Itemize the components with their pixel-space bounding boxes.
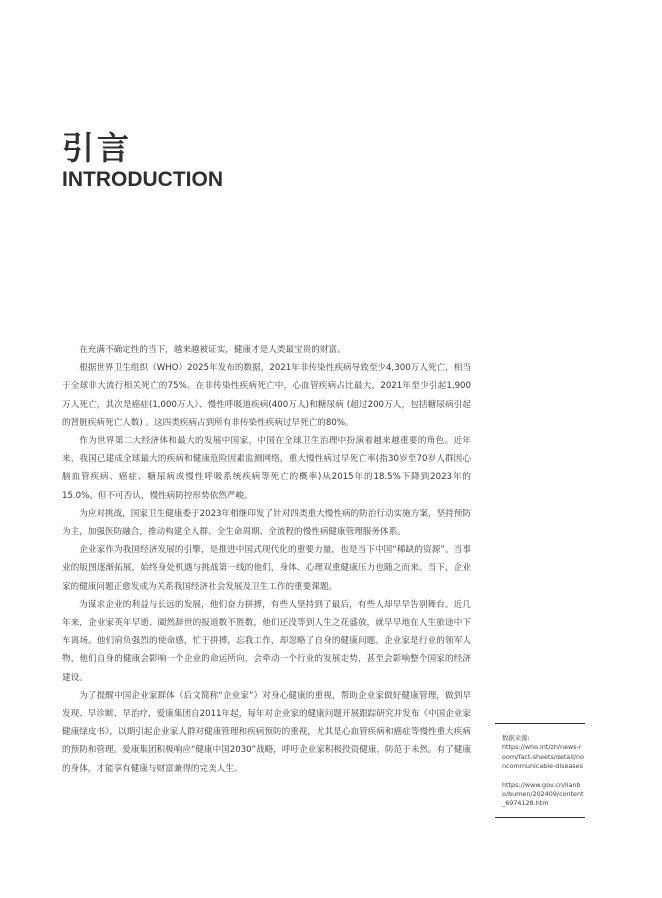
paragraph: 在充满不确定性的当下，越来越被证实，健康才是人类最宝贵的财富。	[79, 345, 346, 355]
source-spacer	[502, 772, 585, 781]
paragraph: 作为世界第二大经济体和最大的发展中国家，中国在全球卫生治理中扮演着越来越重要的角色。近年来，我国已建成全球最大的疾病和健康危险因素监测网络，重大慢性病过早死亡率(指30岁至70岁人群因心脑血管疾病、癌症、糖尿病或慢性呼吸系统疾病等死亡的概率)从2015年的18.5%下降到2023年的15.0%。但不可否认，慢性病防控形势依然严峻。	[62, 436, 471, 501]
source-label: 数据来源:	[502, 734, 530, 742]
paragraph: 根据世界卫生组织（WHO）2025年发布的数据，2021年非传染性疾病导致至少4,300万人死亡，相当于全球非大流行相关死亡的75%。在非传染性疾病死亡中，心血管疾病占比最大，2021年至少引起1,900万人死亡，其次是癌症(1,000万人）、慢性呼吸道疾病(400万人)和糖尿病 (超过200万人，包括糖尿病引起的肾脏疾病死亡人数) 。这四类疾病占到所有非传染性疾病过早死亡的80%。	[62, 363, 471, 428]
introduction-body	[62, 341, 471, 778]
paragraph: 为了提醒中国企业家群体（后文简称“企业家”）对身心健康的重视，帮助企业家做好健康管理，做到早发现、早诊断、早治疗，爱康集团自2011年起，每年对企业家的健康问题开展跟踪研究并发布《中国企业家健康绿皮书》，以期引起企业家人群对健康管理和疾病预防的重视，尤其是心血管疾病和癌症等慢性重大疾病的预防和管理。爱康集团积极响应“健康中国2030”战略，呼吁企业家积极投资健康，防范于未然。有了健康的身体，才能享有健康与财富兼得的完美人生。	[62, 690, 471, 774]
source-link-gov[interactable]: https://www.gov.cn/lianbo/bumen/202409/content_6974128.htm	[502, 780, 584, 808]
source-link-who[interactable]: https://who.int/zh/news-room/fact-sheets/detail/noncommunicable-diseases	[502, 743, 584, 771]
page-title-english: INTRODUCTION	[62, 168, 223, 191]
paragraph: 为谋求企业的利益与长远的发展，他们奋力拼搏，有些人坚持到了最后，有些人却早早告别舞台。近几年来，企业家英年早逝、阖然辞世的报道数不胜数，他们还没等到人生之花盛放，就早早地在人生旅途中下车离场。他们肩负强烈的使命感，忙于拼搏，忘我工作，却忽略了自身的健康问题。企业家是行业的领军人物，他们自身的健康会影响一个企业的命运所向，会牵动一个行业的发展走势，甚至会影响整个国家的经济建设。	[62, 599, 471, 683]
paragraph: 为应对挑战，国家卫生健康委于2023年相继印发了针对四类重大慢性病的防治行动实施方案，坚持预防为主，加强医防融合，推动构建全人群、全生命周期、全流程的慢性病健康管理服务体系。	[62, 508, 471, 538]
data-source-sidebar	[495, 723, 585, 818]
paragraph: 企业家作为我国经济发展的引擎，是推进中国式现代化的重要力量，也是当下中国“稀缺的资源”。当事业的版图逐渐拓展，始终身处机遇与挑战第一线的他们，身体、心理双重健康压力也随之而来。当下，企业家的健康问题正愈发成为关系我国经济社会发展及卫生工作的重要课题。	[62, 545, 471, 592]
page-title-chinese: 引言	[62, 129, 133, 167]
